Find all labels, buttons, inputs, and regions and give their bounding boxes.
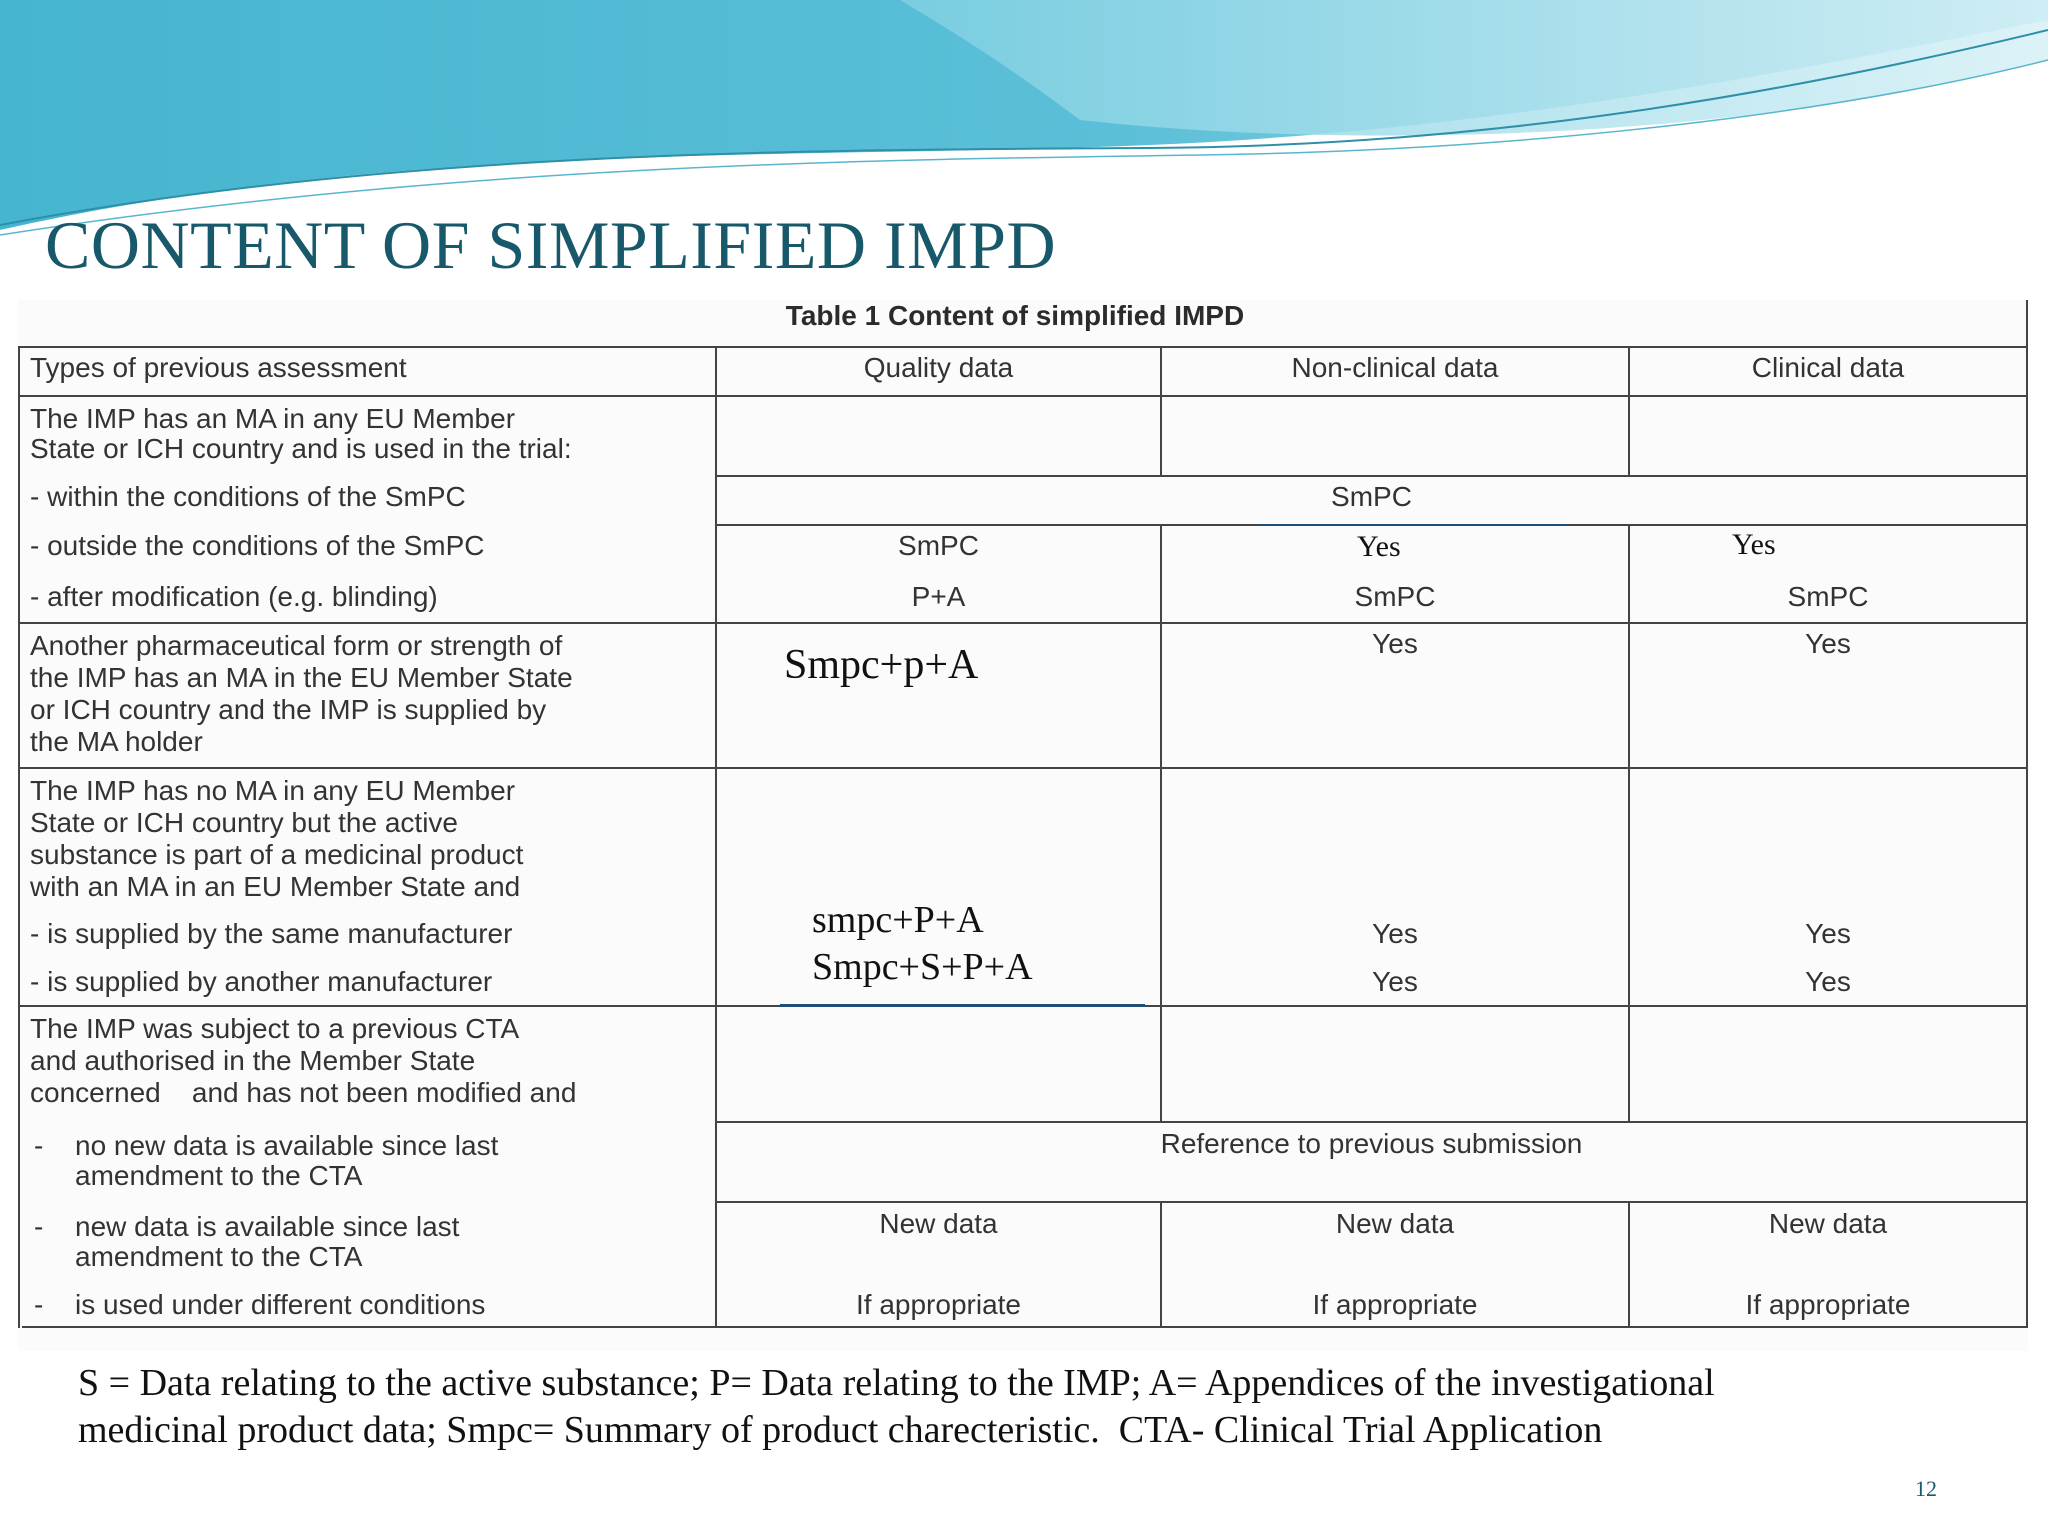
group4-diff-label: is used under different conditions	[75, 1289, 486, 1320]
row-divider	[1570, 524, 2028, 526]
group1-outside-clinical: Yes	[1732, 528, 1776, 561]
group4-dash: -	[34, 1289, 44, 1320]
header-clinical: Clinical data	[1751, 352, 1905, 383]
group1-outside-label: - outside the conditions of the SmPC	[30, 530, 485, 561]
row-divider	[18, 622, 2028, 624]
page-number: 12	[1915, 1476, 1937, 1501]
table-border-right	[2026, 300, 2028, 1328]
group1-intro: State or ICH country and is used in the trial:	[30, 433, 572, 464]
group3-another-nonclinical: Yes	[1372, 966, 1418, 997]
group3-label: State or ICH country but the active	[30, 807, 458, 838]
group4-diff-clinical: If appropriate	[1745, 1289, 1911, 1320]
group3-same-nonclinical: Yes	[1372, 918, 1418, 949]
header-quality: Quality data	[863, 352, 1014, 383]
group1-after-nonclinical: SmPC	[1354, 581, 1436, 612]
group1-after-clinical: SmPC	[1787, 581, 1869, 612]
group1-within-value: SmPC	[1331, 481, 1412, 512]
group4-no-new-label: amendment to the CTA	[75, 1160, 363, 1191]
annotation-underline	[1260, 524, 1570, 526]
group3-another-label: - is supplied by another manufacturer	[30, 966, 493, 997]
row-divider	[18, 395, 2028, 397]
group2-label: or ICH country and the IMP is supplied by	[30, 694, 547, 725]
group1-within-label: - within the conditions of the SmPC	[30, 481, 466, 512]
group1-after-label: - after modification (e.g. blinding)	[30, 581, 438, 612]
group3-label: with an MA in an EU Member State and	[30, 871, 521, 902]
table-caption: Table 1 Content of simplified IMPD	[785, 300, 1245, 331]
group1-outside-quality: SmPC	[898, 530, 979, 561]
abbreviation-footnote	[78, 1360, 1978, 1454]
table-border-top	[18, 346, 2028, 348]
group4-new-label: amendment to the CTA	[75, 1241, 363, 1272]
row-divider	[715, 1121, 2028, 1123]
group2-label: Another pharmaceutical form or strength of	[30, 630, 563, 661]
group4-dash: -	[34, 1211, 44, 1242]
column-divider	[1628, 1005, 1630, 1123]
group4-diff-quality: If appropriate	[856, 1289, 1021, 1320]
row-divider	[715, 524, 1260, 526]
row-divider	[715, 1201, 2028, 1203]
group3-another-clinical: Yes	[1805, 966, 1851, 997]
header-nonclinical: Non-clinical data	[1291, 352, 1499, 383]
row-divider	[18, 767, 2028, 769]
header-types: Types of previous assessment	[30, 352, 407, 383]
group4-label: The IMP was subject to a previous CTA	[30, 1013, 520, 1044]
table-border-bottom	[22, 1326, 2028, 1328]
group3-same-label: - is supplied by the same manufacturer	[30, 918, 513, 949]
footnote-line: medicinal product data; Smpc= Summary of product charecteristic. CTA- Clinical Trial Application	[78, 1409, 1603, 1451]
group3-same-clinical: Yes	[1805, 918, 1851, 949]
group3-another-quality: Smpc+S+P+A	[812, 946, 1033, 988]
row-divider	[715, 475, 2028, 477]
group2-clinical: Yes	[1805, 628, 1851, 659]
group4-diff-nonclinical: If appropriate	[1312, 1289, 1478, 1320]
group4-no-new-label: no new data is available since last	[75, 1130, 499, 1161]
group4-label: and authorised in the Member State	[30, 1045, 476, 1076]
column-divider	[1160, 1005, 1162, 1123]
group1-after-quality: P+A	[911, 581, 966, 612]
group4-no-new-value: Reference to previous submission	[1160, 1128, 1583, 1159]
group3-label: substance is part of a medicinal product	[30, 839, 524, 870]
group4-new-clinical: New data	[1768, 1208, 1888, 1239]
group4-label: concerned and has not been modified and	[30, 1077, 577, 1108]
footnote-line: S = Data relating to the active substance; P= Data relating to the IMP; A= Appendices of the investigational	[78, 1362, 1715, 1404]
annotation-underline	[780, 1004, 1145, 1007]
group1-intro: The IMP has an MA in any EU Member	[30, 403, 516, 434]
group2-nonclinical: Yes	[1372, 628, 1418, 659]
table-border-left	[18, 346, 20, 1328]
group4-new-label: new data is available since last	[75, 1211, 460, 1242]
group2-label: the MA holder	[30, 726, 203, 757]
group4-new-quality: New data	[879, 1208, 998, 1239]
group4-dash: -	[34, 1130, 44, 1161]
group2-label: the IMP has an MA in the EU Member State	[30, 662, 573, 693]
group1-outside-nonclinical: Yes	[1357, 530, 1401, 563]
group3-same-quality: smpc+P+A	[812, 899, 984, 941]
group4-new-nonclinical: New data	[1335, 1208, 1455, 1239]
group3-label: The IMP has no MA in any EU Member	[30, 775, 516, 806]
group2-quality: Smpc+p+A	[784, 642, 979, 688]
slide-title: CONTENT OF SIMPLIFIED IMPD	[45, 207, 1057, 283]
